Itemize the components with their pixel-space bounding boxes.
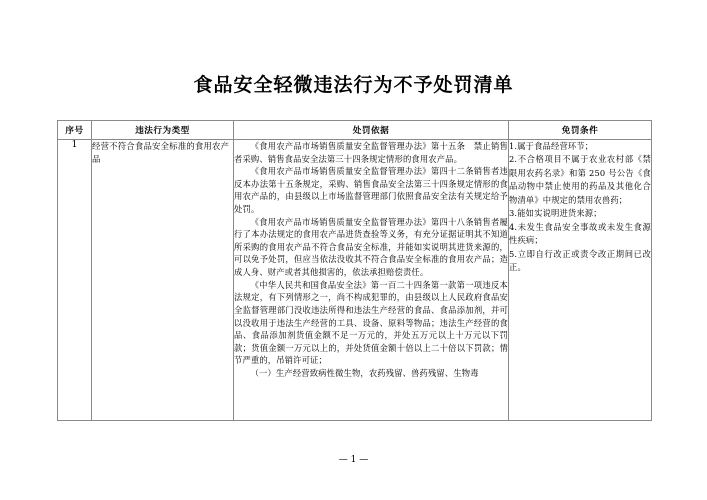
table-header-row: [58, 121, 652, 140]
table-row: [58, 140, 652, 421]
page-number-footer: — 1 —: [338, 455, 369, 465]
cell-violation-type: 经营不符合食品安全标准的食用农产品: [92, 140, 234, 421]
penalty-basis-paragraph: 《食用农产品市场销售质量安全监督管理办法》第四十八条销售者履行了本办法规定的食用农产品进货查验等义务，有充分证据证明其不知道所采购的食用农产品不符合食品安全标准，并能如实说明其进货来源的，可以免予处罚，但应当依法没收其不符合食品安全标准的食用农产品；造成人身、财产或者其他损害的，依法承担赔偿责任。: [234, 216, 508, 278]
page-title: 食品安全轻微违法行为不予处罚清单: [193, 74, 514, 96]
column-header-violation-type: 违法行为类型: [92, 121, 234, 140]
non-punishment-listing-table: [57, 120, 652, 421]
exemption-condition-item: 4.未发生食品安全事故或未发生食源性疾病；: [509, 221, 651, 246]
cell-penalty-basis: [234, 140, 509, 421]
exemption-condition-item: 1.属于食品经营环节；: [509, 141, 594, 151]
penalty-basis-paragraph: （一）生产经营致病性微生物，农药残留、兽药残留、生物毒: [250, 367, 479, 378]
penalty-basis-text-clip: [234, 140, 508, 412]
column-header-exemption-conditions: 免罚条件: [509, 121, 652, 140]
penalty-basis-paragraph: 《中华人民共和国食品安全法》第一百二十四条第一款第一项违反本法规定，有下列情形之一，尚不构成犯罪的，由县级以上人民政府食品安全监督管理部门没收违法所得和违法生产经营的食品、食品添加剂，并可以没收用于违法生产经营的工具、设备、原料等物品；违法生产经营的食品、食品添加剂货值金额不足一万元的，并处五万元以上十万元以下罚款；货值金额一万元以上的，并处货值金额十倍以上二十倍以下罚款；情节严重的，吊销许可证；: [234, 279, 508, 366]
cell-exemption-conditions: [509, 140, 652, 421]
exemption-conditions-list: [509, 140, 651, 274]
column-header-index: 序号: [58, 121, 92, 140]
listing-table-container: [57, 120, 651, 421]
cell-row-index: 1: [58, 140, 92, 421]
penalty-basis-paragraph: 《食用农产品市场销售质量安全监督管理办法》第十五条 禁止销售者采购、销售食品安全法第三十四条规定情形的食用农产品。: [234, 141, 508, 164]
exemption-condition-item: 2.不合格项目不属于农业农村部《禁限用农药名录》和第 250 号公告《食品动物中禁止使用的药品及其他化合物清单》中规定的禁用农兽药；: [509, 154, 651, 205]
column-header-penalty-basis: 处罚依据: [234, 121, 509, 140]
penalty-basis-paragraph: 《食用农产品市场销售质量安全监督管理办法》第四十二条销售者违反本办法第十五条规定，采购、销售食品安全法第三十四条规定情形的食用农产品的，由县级以上市场监督管理部门依照食品安全法有关规定给予处罚。: [234, 166, 508, 215]
exemption-condition-item: 5.立即自行改正或责令改正期间已改正。: [509, 248, 651, 272]
exemption-condition-item: 3.能如实说明进货来源；: [509, 208, 602, 219]
